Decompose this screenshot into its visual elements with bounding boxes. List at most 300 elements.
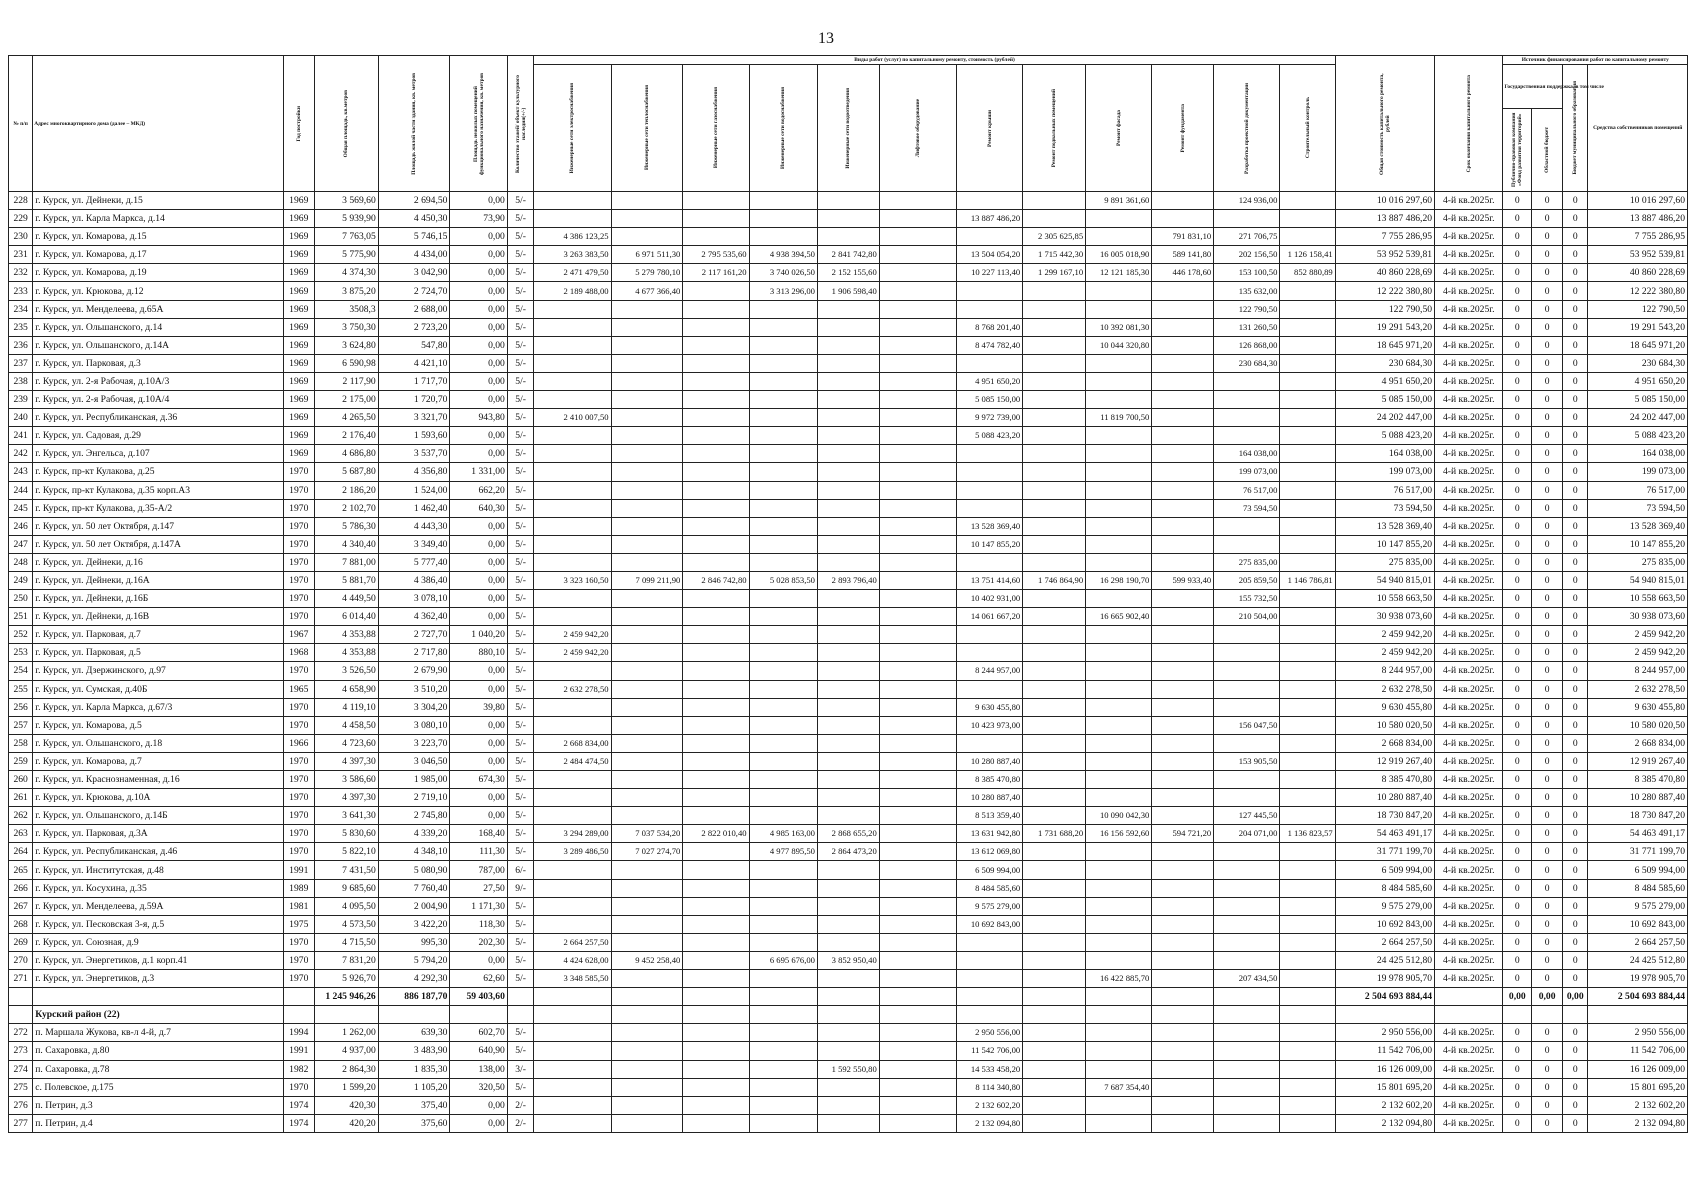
table-cell: 4-й кв.2025г. (1435, 1024, 1503, 1042)
table-cell: 0 (1503, 915, 1532, 933)
table-cell: 4-й кв.2025г. (1435, 1078, 1503, 1096)
table-cell (817, 463, 879, 481)
table-cell (1280, 970, 1335, 988)
table-cell: 10 558 663,50 (1588, 590, 1688, 608)
table-cell: 2 950 556,00 (1335, 1024, 1434, 1042)
table-cell (1280, 734, 1335, 752)
table-cell: 3 569,60 (314, 192, 378, 210)
table-cell: 0,00 (450, 608, 507, 626)
table-cell: 0 (1532, 210, 1563, 228)
table-cell: 13 887 486,20 (1588, 210, 1688, 228)
table-cell: г. Курск, ул. Дейнеки, д.16В (33, 608, 284, 626)
table-cell (1086, 988, 1152, 1006)
table-cell: 1 715 442,30 (1023, 246, 1086, 264)
table-cell (1023, 680, 1086, 698)
table-cell: 111,30 (450, 843, 507, 861)
table-cell: 261 (9, 789, 33, 807)
table-cell: 8 244 957,00 (957, 662, 1023, 680)
table-cell (1023, 662, 1086, 680)
table-cell: 1991 (283, 1042, 314, 1060)
table-cell (33, 988, 284, 1006)
table-cell (817, 1024, 879, 1042)
table-cell: 0 (1532, 970, 1563, 988)
table-cell: 0,00 (450, 427, 507, 445)
table-cell (611, 1060, 683, 1078)
table-cell (817, 789, 879, 807)
table-cell (957, 951, 1023, 969)
table-cell: 0 (1503, 590, 1532, 608)
table-cell: г. Курск, ул. Энергетиков, д.3 (33, 970, 284, 988)
table-cell: 0 (1563, 336, 1588, 354)
table-cell: 0 (1532, 463, 1563, 481)
table-cell: 0 (1532, 662, 1563, 680)
table-cell: г. Курск, ул. 50 лет Октября, д.147А (33, 535, 284, 553)
table-cell: 18 730 847,20 (1335, 807, 1434, 825)
table-row (9, 771, 1688, 789)
table-cell: 10 090 042,30 (1086, 807, 1152, 825)
table-cell: 4 339,20 (378, 825, 450, 843)
table-cell (1280, 228, 1335, 246)
table-cell: 59 403,60 (450, 988, 507, 1006)
table-cell: 0,00 (1563, 988, 1588, 1006)
table-cell: 10 280 887,40 (957, 752, 1023, 770)
col-work-facade: Ремонт фасада (1115, 109, 1122, 146)
table-cell: г. Курск, ул. Косухина, д.35 (33, 879, 284, 897)
table-cell: 0,00 (450, 571, 507, 589)
table-cell: 4-й кв.2025г. (1435, 228, 1503, 246)
table-cell: 12 121 185,30 (1086, 264, 1152, 282)
table-cell: 271 706,75 (1214, 228, 1280, 246)
table-cell (1214, 626, 1280, 644)
table-row (9, 246, 1688, 264)
table-cell: 204 071,00 (1214, 825, 1280, 843)
table-cell: 247 (9, 535, 33, 553)
table-cell: 0 (1563, 1060, 1588, 1078)
table-cell (683, 716, 749, 734)
table-cell: 6 590,98 (314, 354, 378, 372)
table-cell (1023, 535, 1086, 553)
table-cell: 0 (1532, 535, 1563, 553)
table-cell: г. Курск, ул. Союзная, д.9 (33, 933, 284, 951)
table-cell: 13 528 369,40 (1588, 517, 1688, 535)
table-cell (1214, 879, 1280, 897)
table-cell: 4-й кв.2025г. (1435, 951, 1503, 969)
table-cell (1152, 698, 1214, 716)
table-cell (1152, 1042, 1214, 1060)
table-cell: 0 (1563, 1042, 1588, 1060)
table-cell: 0 (1563, 771, 1588, 789)
table-cell: 16 126 009,00 (1588, 1060, 1688, 1078)
table-cell (611, 716, 683, 734)
table-row (9, 1114, 1688, 1132)
table-cell (1280, 300, 1335, 318)
table-cell: 2 950 556,00 (957, 1024, 1023, 1042)
table-cell: г. Курск, пр-кт Кулакова, д.35 корп.А3 (33, 481, 284, 499)
table-cell: 5/- (507, 843, 533, 861)
table-cell: 5/- (507, 1024, 533, 1042)
table-cell (1280, 336, 1335, 354)
table-row (9, 409, 1688, 427)
table-cell: 446 178,60 (1152, 264, 1214, 282)
table-cell (1152, 680, 1214, 698)
table-cell: 0 (1532, 336, 1563, 354)
table-cell: 9 891 361,60 (1086, 192, 1152, 210)
table-cell: 2 668 834,00 (1335, 734, 1434, 752)
table-cell: г. Курск, ул. Песковская 3-я, д.5 (33, 915, 284, 933)
table-cell (1086, 626, 1152, 644)
table-cell: 4-й кв.2025г. (1435, 843, 1503, 861)
table-cell (534, 590, 611, 608)
table-cell (957, 626, 1023, 644)
table-cell: 8 385 470,80 (1335, 771, 1434, 789)
table-cell: 0 (1563, 897, 1588, 915)
col-municipal: Бюджет муниципального образования (1572, 81, 1579, 175)
table-cell (1280, 372, 1335, 390)
table-cell (817, 445, 879, 463)
table-cell: г. Курск, ул. Дейнеки, д.16А (33, 571, 284, 589)
table-cell: 0 (1532, 318, 1563, 336)
table-cell: 0 (1532, 1096, 1563, 1114)
table-row (9, 517, 1688, 535)
table-cell (683, 771, 749, 789)
table-cell (534, 481, 611, 499)
table-cell (879, 915, 956, 933)
table-row (9, 861, 1688, 879)
table-cell (1280, 608, 1335, 626)
table-cell (1023, 318, 1086, 336)
table-cell (749, 915, 817, 933)
table-row (9, 789, 1688, 807)
table-cell: г. Курск, ул. Ольшанского, д.14 (33, 318, 284, 336)
table-cell (749, 354, 817, 372)
table-cell (1086, 445, 1152, 463)
table-cell: 0 (1503, 716, 1532, 734)
table-cell: 3 080,10 (378, 716, 450, 734)
table-cell (1023, 427, 1086, 445)
table-cell: 0,00 (450, 789, 507, 807)
table-cell: 2 632 278,50 (534, 680, 611, 698)
table-cell (683, 590, 749, 608)
table-cell: 240 (9, 409, 33, 427)
table-cell: 2 664 257,50 (1588, 933, 1688, 951)
table-cell: 13 612 069,80 (957, 843, 1023, 861)
table-cell: 5 085 150,00 (1588, 391, 1688, 409)
table-cell: 4-й кв.2025г. (1435, 716, 1503, 734)
table-cell (1023, 879, 1086, 897)
table-cell (879, 843, 956, 861)
table-row (9, 933, 1688, 951)
table-cell: 2 504 693 884,44 (1335, 988, 1434, 1006)
table-cell: 0 (1532, 264, 1563, 282)
table-cell (1023, 789, 1086, 807)
table-cell (1152, 734, 1214, 752)
table-cell: 0,00 (450, 807, 507, 825)
table-cell (1152, 590, 1214, 608)
col-year: Год постройки (295, 105, 302, 142)
table-cell (957, 970, 1023, 988)
table-cell: 2 189 488,00 (534, 282, 611, 300)
table-cell (1214, 789, 1280, 807)
table-cell (534, 336, 611, 354)
table-cell (683, 1060, 749, 1078)
table-cell (683, 318, 749, 336)
table-cell (879, 734, 956, 752)
table-cell: 1 262,00 (314, 1024, 378, 1042)
col-living-area: Площадь жилой части здания, кв. метров (411, 72, 418, 175)
table-cell: 9 630 455,80 (957, 698, 1023, 716)
table-cell (611, 988, 683, 1006)
table-cell: 0,00 (450, 246, 507, 264)
table-cell: 320,50 (450, 1078, 507, 1096)
table-cell: 6 014,40 (314, 608, 378, 626)
table-cell: 2 723,20 (378, 318, 450, 336)
table-body-kursk-city (9, 192, 1688, 1006)
table-cell (1280, 210, 1335, 228)
table-cell (749, 626, 817, 644)
table-cell (611, 807, 683, 825)
table-cell: 19 978 905,70 (1588, 970, 1688, 988)
table-cell: 40 860 228,69 (1335, 264, 1434, 282)
table-cell: 0 (1563, 608, 1588, 626)
table-cell: 275 835,00 (1214, 553, 1280, 571)
table-cell: 5/- (507, 1078, 533, 1096)
table-cell: 375,60 (378, 1114, 450, 1132)
table-cell: 0 (1532, 1042, 1563, 1060)
table-cell (1280, 590, 1335, 608)
table-cell: 4 658,90 (314, 680, 378, 698)
table-cell: 259 (9, 752, 33, 770)
table-cell: 8 244 957,00 (1335, 662, 1434, 680)
table-cell (1280, 517, 1335, 535)
table-cell: 230 684,30 (1214, 354, 1280, 372)
table-cell: 3 323 160,50 (534, 571, 611, 589)
table-cell: 3 537,70 (378, 445, 450, 463)
table-cell (817, 336, 879, 354)
table-cell (1280, 879, 1335, 897)
table-cell (683, 517, 749, 535)
table-cell (957, 463, 1023, 481)
table-cell: 4-й кв.2025г. (1435, 1042, 1503, 1060)
table-row (9, 698, 1688, 716)
table-row (9, 626, 1688, 644)
table-cell (749, 463, 817, 481)
table-cell (1280, 771, 1335, 789)
table-cell (1086, 951, 1152, 969)
table-cell (1152, 789, 1214, 807)
table-cell (879, 336, 956, 354)
table-cell (1152, 1096, 1214, 1114)
table-cell: 1970 (283, 553, 314, 571)
table-cell: 135 632,00 (1214, 282, 1280, 300)
table-cell: 0 (1532, 1060, 1563, 1078)
table-cell: 602,70 (450, 1024, 507, 1042)
table-cell: 4 397,30 (314, 752, 378, 770)
table-cell: 547,80 (378, 336, 450, 354)
table-cell: 2 724,70 (378, 282, 450, 300)
table-row (9, 951, 1688, 969)
table-cell: 0 (1532, 644, 1563, 662)
table-cell: 228 (9, 192, 33, 210)
table-cell (749, 445, 817, 463)
table-cell (1280, 409, 1335, 427)
table-cell (1152, 1024, 1214, 1042)
table-cell (534, 318, 611, 336)
table-cell: 244 (9, 481, 33, 499)
table-cell (1086, 535, 1152, 553)
table-cell (611, 535, 683, 553)
table-cell: 0 (1503, 933, 1532, 951)
table-cell (683, 535, 749, 553)
table-cell: 16 422 885,70 (1086, 970, 1152, 988)
table-cell (1152, 879, 1214, 897)
section-title: Курский район (22) (33, 1006, 284, 1024)
table-cell: 235 (9, 318, 33, 336)
table-cell: 2 679,90 (378, 662, 450, 680)
table-cell: 0 (1563, 210, 1588, 228)
table-cell: 271 (9, 970, 33, 988)
table-cell: 250 (9, 590, 33, 608)
table-cell: 1968 (283, 644, 314, 662)
table-cell: 1969 (283, 372, 314, 390)
table-cell: 4-й кв.2025г. (1435, 752, 1503, 770)
table-cell: 0 (1532, 445, 1563, 463)
table-cell (817, 372, 879, 390)
table-cell: 1 592 550,80 (817, 1060, 879, 1078)
table-cell: 1991 (283, 861, 314, 879)
table-cell (611, 861, 683, 879)
table-cell: 18 730 847,20 (1588, 807, 1688, 825)
table-cell: 10 016 297,60 (1335, 192, 1434, 210)
table-cell: 0 (1503, 644, 1532, 662)
table-cell: 2 717,80 (378, 644, 450, 662)
table-cell (817, 535, 879, 553)
table-cell: 0 (1503, 1096, 1532, 1114)
table-cell (1023, 192, 1086, 210)
table-cell: 0 (1532, 571, 1563, 589)
table-cell: 5/- (507, 553, 533, 571)
col-deadline: Срок окончания капитального ремонта (1465, 74, 1472, 173)
table-cell (683, 228, 749, 246)
table-cell: 0 (1503, 463, 1532, 481)
table-cell: г. Курск, ул. Комарова, д.5 (33, 716, 284, 734)
table-cell (611, 644, 683, 662)
table-cell (1152, 517, 1214, 535)
table-cell (611, 1042, 683, 1060)
table-row (9, 300, 1688, 318)
table-cell: 0 (1503, 228, 1532, 246)
table-cell (534, 1096, 611, 1114)
table-cell (1086, 698, 1152, 716)
table-cell: 0 (1503, 843, 1532, 861)
table-cell: 5/- (507, 372, 533, 390)
table-cell: 5/- (507, 264, 533, 282)
table-cell: 1 593,60 (378, 427, 450, 445)
table-cell: 0,00 (450, 553, 507, 571)
table-cell: 2 152 155,60 (817, 264, 879, 282)
table-cell: 10 402 931,00 (957, 590, 1023, 608)
table-row (9, 825, 1688, 843)
table-cell: 1970 (283, 499, 314, 517)
table-row (9, 662, 1688, 680)
table-cell (749, 608, 817, 626)
table-cell (749, 988, 817, 1006)
table-cell: 5/- (507, 933, 533, 951)
table-cell (879, 590, 956, 608)
table-cell: 0,00 (450, 318, 507, 336)
table-cell: 3 289 486,50 (534, 843, 611, 861)
table-cell: 0 (1563, 553, 1588, 571)
table-cell: 3 321,70 (378, 409, 450, 427)
table-cell: 5 881,70 (314, 571, 378, 589)
table-cell: 4-й кв.2025г. (1435, 861, 1503, 879)
table-cell (1086, 879, 1152, 897)
table-cell: 1 136 823,57 (1280, 825, 1335, 843)
table-cell: 4 386 123,25 (534, 228, 611, 246)
table-cell: г. Курск, ул. Карла Маркса, д.14 (33, 210, 284, 228)
table-cell: 0,00 (450, 391, 507, 409)
table-cell (1023, 300, 1086, 318)
table-cell: г. Курск, ул. Комарова, д.17 (33, 246, 284, 264)
table-cell (1280, 662, 1335, 680)
table-cell: 3 223,70 (378, 734, 450, 752)
table-cell: 1 599,20 (314, 1078, 378, 1096)
table-cell: 8 114 340,80 (957, 1078, 1023, 1096)
table-cell (534, 1114, 611, 1132)
table-cell: 12 919 267,40 (1588, 752, 1688, 770)
table-cell (749, 427, 817, 445)
table-cell: 0 (1503, 553, 1532, 571)
table-cell (1214, 988, 1280, 1006)
table-cell: 11 542 706,00 (957, 1042, 1023, 1060)
table-cell (817, 228, 879, 246)
table-cell (683, 372, 749, 390)
table-cell: п. Сахаровка, д.80 (33, 1042, 284, 1060)
table-cell: 4 938 394,50 (749, 246, 817, 264)
table-cell: п. Сахаровка, д.78 (33, 1060, 284, 1078)
table-row (9, 807, 1688, 825)
table-cell: 0,00 (450, 590, 507, 608)
table-cell: 8 244 957,00 (1588, 662, 1688, 680)
table-cell: 4 119,10 (314, 698, 378, 716)
table-cell: 5/- (507, 445, 533, 463)
table-cell: 0,00 (450, 336, 507, 354)
table-cell: 4-й кв.2025г. (1435, 734, 1503, 752)
table-cell (611, 734, 683, 752)
table-cell: 1970 (283, 951, 314, 969)
table-cell (534, 608, 611, 626)
table-cell: 0,00 (450, 535, 507, 553)
table-cell: 76 517,00 (1588, 481, 1688, 499)
col-fund: Публично-правовая компания «Фонд развития территорий» (1511, 112, 1524, 188)
table-cell (1023, 897, 1086, 915)
table-cell: 1966 (283, 734, 314, 752)
table-cell: 1970 (283, 789, 314, 807)
table-cell: 54 940 815,01 (1335, 571, 1434, 589)
table-cell: 1969 (283, 336, 314, 354)
table-cell (1152, 662, 1214, 680)
table-cell: 2 795 535,60 (683, 246, 749, 264)
table-cell: 4 951 650,20 (1335, 372, 1434, 390)
table-cell (1152, 644, 1214, 662)
table-cell (879, 192, 956, 210)
table-cell: 1 331,00 (450, 463, 507, 481)
table-cell (879, 716, 956, 734)
table-cell: 0 (1563, 535, 1588, 553)
table-cell (534, 1078, 611, 1096)
table-cell: 2 668 834,00 (1588, 734, 1688, 752)
table-cell: 0,00 (450, 680, 507, 698)
table-cell: 10 558 663,50 (1335, 590, 1434, 608)
